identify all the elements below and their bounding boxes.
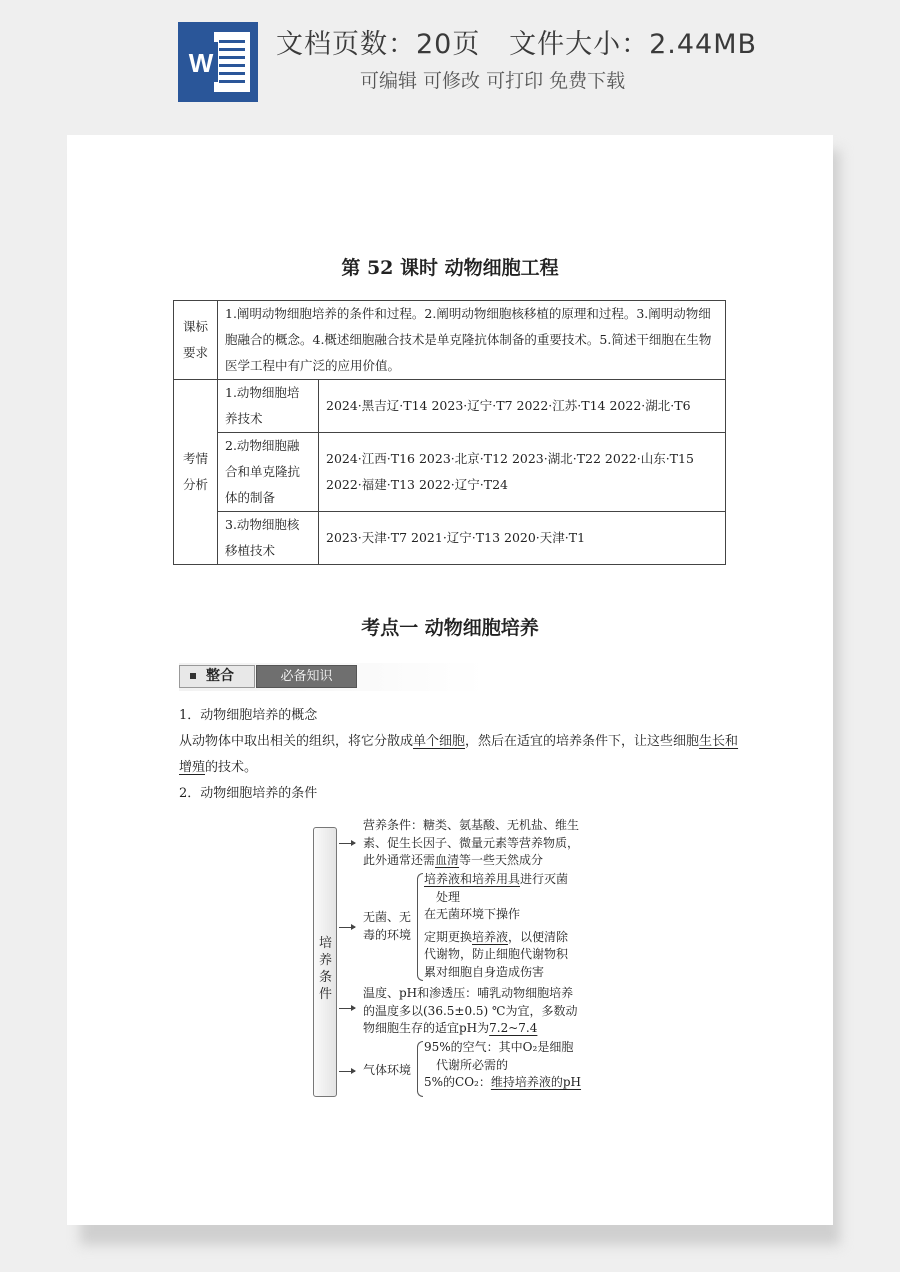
topic-cell — [218, 380, 319, 433]
table-row — [174, 380, 726, 433]
underlined-answer: 培养液和培养用具 — [424, 872, 521, 886]
exam-cell — [319, 512, 726, 565]
exam-header — [174, 380, 218, 565]
exam-line: 2024·江西·T16 2023·北京·T12 2023·湖北·T22 2022·山东·T15 — [326, 451, 694, 466]
req-text: 1.阐明动物细胞培养的条件和过程。2.阐明动物细胞核移植的原理和过程。3.阐明动物细胞融合的概念。4.概述细胞融合技术是单克隆抗体制备的重要技术。5.简述干细胞在生物医学工程中有广泛的应用价值。 — [218, 301, 726, 380]
req-header-line: 要求 — [182, 345, 208, 360]
text-line — [363, 1020, 603, 1038]
text-line — [424, 871, 594, 889]
sterile-label — [363, 909, 411, 944]
text-line: 累对细胞自身造成伤害 — [424, 964, 545, 979]
text-run: 物细胞生存的适宜pH为 — [363, 1021, 490, 1035]
section-tag-bar — [179, 663, 485, 691]
arrow-icon — [339, 843, 355, 844]
conditions-heading: 2．动物细胞培养的条件 — [179, 786, 318, 801]
table-row — [174, 301, 726, 380]
arrow-icon — [339, 1008, 355, 1009]
exam-cell — [319, 380, 726, 433]
document-features: 可编辑 可修改 可打印 免费下载 — [360, 70, 626, 92]
exam-header-line: 分析 — [182, 477, 208, 492]
text-line — [363, 852, 603, 870]
text-run: 进行灭菌 — [520, 872, 569, 886]
document-stats: 文档页数：20页 文件大小：2.44MB — [276, 29, 758, 60]
text-run: ，然后在适宜的培养条件下，让这些细胞 — [465, 734, 700, 749]
text-line: 毒的环境 — [363, 927, 412, 942]
culture-conditions-diagram — [313, 818, 613, 1099]
gas-items — [424, 1039, 594, 1092]
topic-line: 2.动物细胞融 — [225, 438, 300, 453]
topic-line: 1.动物细胞培 — [225, 385, 300, 400]
sterile-items — [424, 871, 594, 981]
text-line: 素、促生长因子、微量元素等营养物质， — [363, 835, 580, 850]
brace-icon — [417, 1041, 423, 1097]
gas-label: 气体环境 — [363, 1063, 412, 1077]
req-header-line: 课标 — [182, 319, 208, 334]
text-line: 在无菌环境下操作 — [424, 907, 521, 921]
temp-node — [363, 985, 603, 1038]
svg-text:W: W — [188, 48, 214, 78]
text-run: 从动物体中取出相关的组织，将它分散成 — [179, 734, 414, 749]
text-run: ，以便清除 — [508, 929, 569, 944]
nutrition-node — [363, 817, 603, 870]
arrow-icon — [339, 927, 355, 928]
topic-line: 养技术 — [225, 411, 263, 426]
arrow-icon — [339, 1071, 355, 1072]
brace-icon — [417, 873, 423, 981]
section-title: 考点一 动物细胞培养 — [361, 617, 539, 639]
root-box — [313, 827, 337, 1097]
text-run: 此外通常还需 — [363, 853, 436, 867]
exam-line: 2023·天津·T7 2021·辽宁·T13 2020·天津·T1 — [326, 530, 586, 545]
root-label: 培养条件 — [319, 936, 333, 1002]
text-line: 95%的空气：其中O₂是细胞 — [424, 1040, 574, 1054]
topic-line: 合和单克隆抗 — [225, 464, 301, 479]
word-doc-icon — [178, 22, 258, 102]
lesson-title: 第 52 课时 动物细胞工程 — [341, 257, 559, 279]
text-line: 的温度多以(36.5±0.5) ℃为宜，多数动 — [363, 1003, 578, 1018]
tag-knowledge: 必备知识 — [256, 665, 357, 688]
req-header — [174, 301, 218, 380]
topic-line: 3.动物细胞核 — [225, 517, 300, 532]
underlined-answer: 生长和增殖 — [179, 734, 739, 775]
text-line: 代谢所必需的 — [436, 1057, 509, 1072]
document-page — [67, 135, 833, 1225]
text-line: 处理 — [436, 889, 461, 904]
underlined-answer: 单个细胞 — [413, 734, 466, 749]
underlined-answer: 培养液 — [472, 929, 509, 944]
concept-text — [179, 729, 739, 781]
text-line: 温度、pH和渗透压：哺乳动物细胞培养 — [363, 986, 574, 1000]
text-run: 等一些天然成分 — [459, 853, 544, 867]
underlined-answer: 血清 — [435, 853, 460, 867]
topic-line: 体的制备 — [225, 490, 276, 505]
text-line: 营养条件：糖类、氨基酸、无机盐、维生 — [363, 818, 580, 832]
text-run: 5%的CO₂： — [424, 1075, 491, 1089]
topic-cell — [218, 433, 319, 512]
table-row — [174, 512, 726, 565]
topic-line: 移植技术 — [225, 543, 276, 558]
underlined-answer: 7.2~7.4 — [489, 1021, 538, 1035]
exam-line: 2024·黑吉辽·T14 2023·辽宁·T7 2022·江苏·T14 2022·湖北·T6 — [326, 398, 691, 413]
tag-label: 整合 — [206, 668, 234, 684]
underlined-answer: 维持培养液的pH — [490, 1075, 582, 1089]
concept-heading: 1．动物细胞培养的概念 — [179, 708, 318, 723]
text-line — [424, 929, 594, 947]
topic-cell — [218, 512, 319, 565]
text-run: 的技术。 — [205, 760, 258, 775]
download-banner — [0, 0, 900, 120]
tag-integrate — [179, 665, 255, 688]
text-line: 无菌、无 — [363, 910, 412, 924]
text-run: 定期更换 — [424, 929, 473, 944]
exam-cell — [319, 433, 726, 512]
table-row — [174, 433, 726, 512]
curriculum-table — [173, 300, 726, 565]
exam-line: 2022·福建·T13 2022·辽宁·T24 — [326, 477, 508, 492]
text-line — [424, 1074, 594, 1092]
text-line: 代谢物，防止细胞代谢物积 — [424, 947, 569, 961]
exam-header-line: 考情 — [182, 451, 208, 466]
square-bullet-icon — [190, 673, 196, 679]
